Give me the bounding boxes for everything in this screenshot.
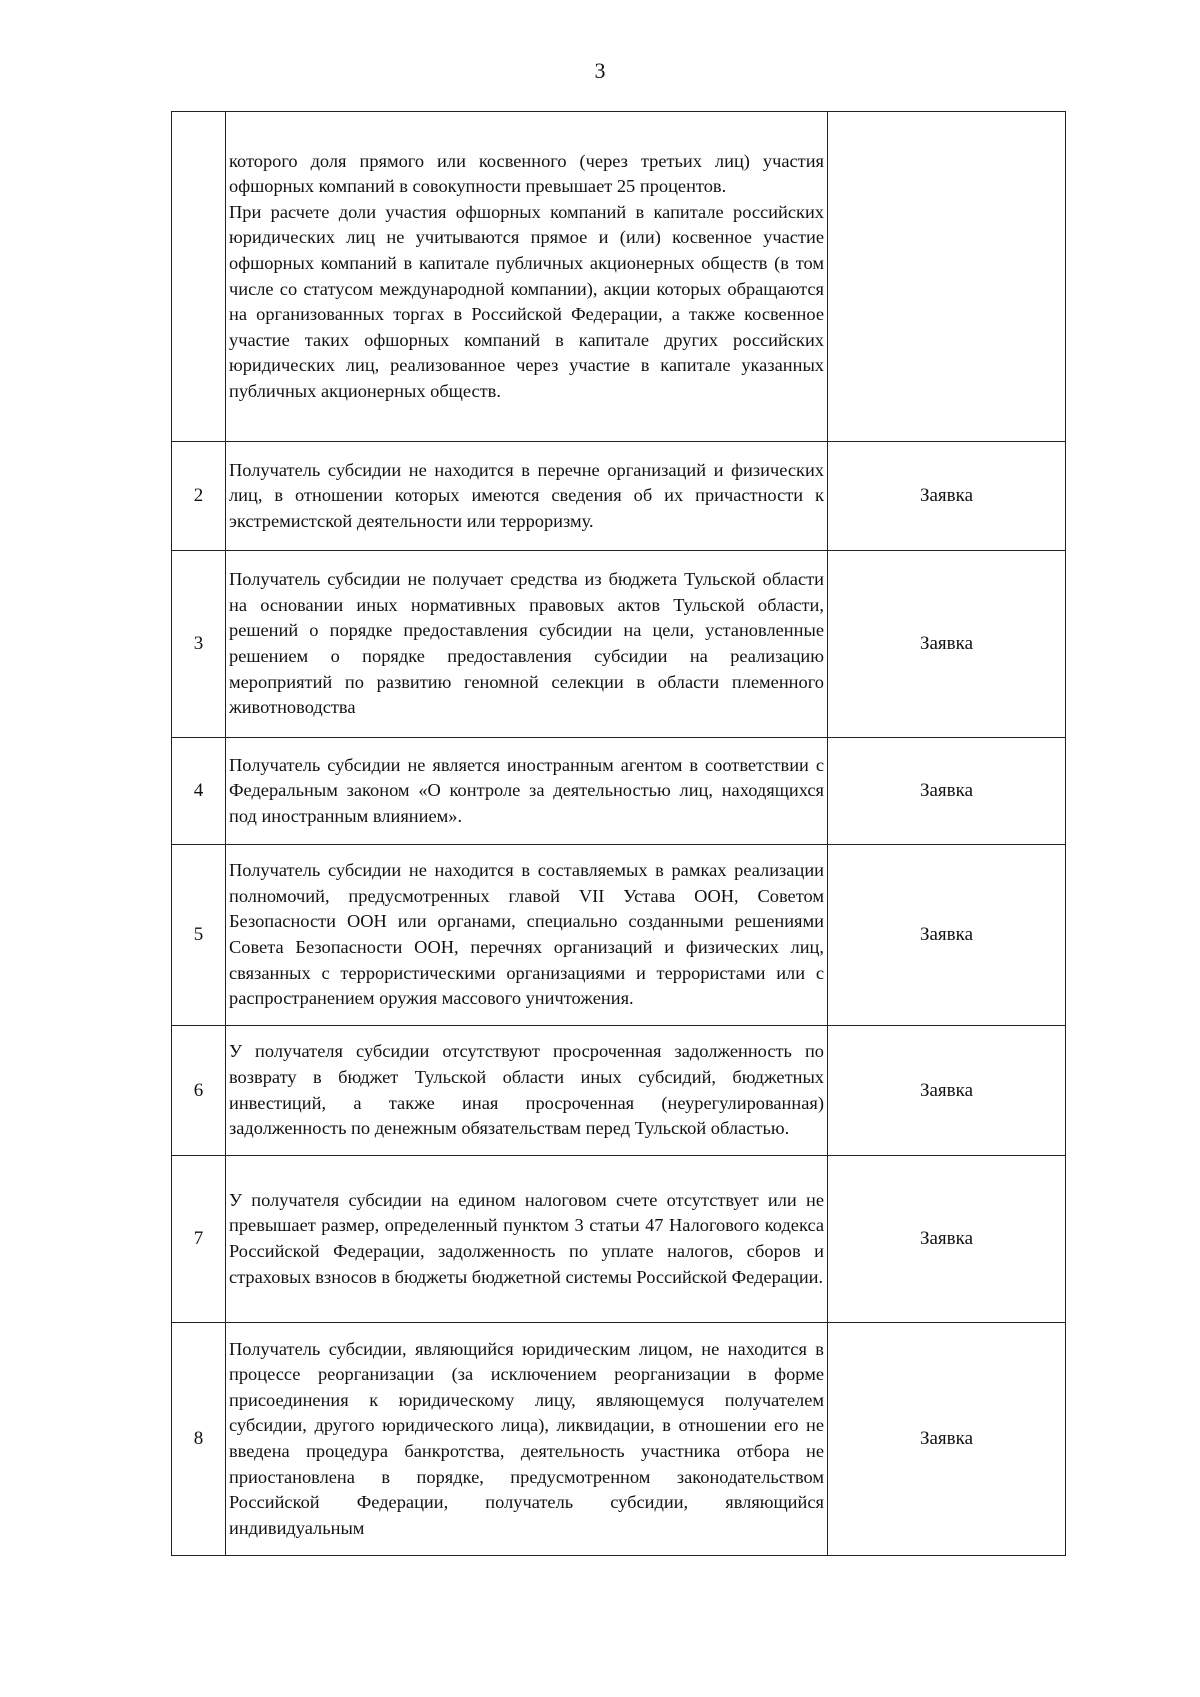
- row-number: 4: [172, 738, 226, 845]
- row-number: 6: [172, 1026, 226, 1156]
- requirement-text: [226, 1323, 828, 1556]
- row-number: 5: [172, 845, 226, 1026]
- table-row: [172, 845, 1066, 1026]
- document-cell: Заявка: [828, 1156, 1066, 1323]
- table-row: [172, 1323, 1066, 1556]
- row-number: 2: [172, 442, 226, 551]
- document-cell: Заявка: [828, 1323, 1066, 1556]
- table-row: [172, 551, 1066, 738]
- requirement-paragraph: Получатель субсидии не находится в перечне организаций и физических лиц, в отношении которых имеются сведения об их причастности к экстремистской деятельности или терроризму.: [229, 459, 824, 531]
- requirement-text: [226, 551, 828, 738]
- requirement-text: [226, 738, 828, 845]
- table-row: [172, 1156, 1066, 1323]
- requirement-text: [226, 442, 828, 551]
- document-cell: Заявка: [828, 1026, 1066, 1156]
- row-number: 8: [172, 1323, 226, 1556]
- document-cell: Заявка: [828, 845, 1066, 1026]
- row-number: [172, 112, 226, 442]
- table-row: [172, 112, 1066, 442]
- requirement-text: [226, 1026, 828, 1156]
- row-number: 3: [172, 551, 226, 738]
- requirement-paragraph: У получателя субсидии отсутствуют просроченная задолженность по возврату в бюджет Тульской области иных субсидий, бюджетных инвестиций, а также иная просроченная (неурегулированная) задолженность по денежным обязательствам перед Тульской областью.: [229, 1041, 824, 1139]
- requirement-paragraph: Получатель субсидии, являющийся юридическим лицом, не находится в процессе реорганизации (за исключением реорганизации в форме присоединения к юридическому лицу, являющемуся получателем субсидии, другого юридического лица), ликвидации, в отношении его не введена процедура банкротства, деятельность участника отбора не приостановлена в порядке, предусмотренном законодательством Российской Федерации, получатель субсидии, являющийся индивидуальным: [229, 1338, 824, 1538]
- requirement-paragraph: При расчете доли участия офшорных компаний в капитале российских юридических лиц не учитываются прямое и (или) косвенное участие офшорных компаний в капитале публичных акционерных обществ (в том числе со статусом международной компании), акции которых обращаются на организованных торгах в Российской Федерации, а также косвенное участие таких офшорных компаний в капитале других российских юридических лиц, реализованное через участие в капитале указанных публичных акционерных обществ.: [229, 201, 824, 401]
- document-cell: [828, 112, 1066, 442]
- requirement-paragraph: которого доля прямого или косвенного (через третьих лиц) участия офшорных компаний в совокупности превышает 25 процентов.: [229, 150, 824, 197]
- requirement-text: [226, 112, 828, 442]
- document-cell: Заявка: [828, 442, 1066, 551]
- requirement-paragraph: Получатель субсидии не находится в составляемых в рамках реализации полномочий, предусмотренных главой VII Устава ООН, Советом Безопасности ООН или органами, специально созданными решениями Совета Безопасности ООН, перечнях организаций и физических лиц, связанных с террористическими организациями и террористами или с распространением оружия массового уничтожения.: [229, 860, 824, 1009]
- requirement-paragraph: Получатель субсидии не получает средства из бюджета Тульской области на основании иных нормативных правовых актов Тульской области, решений о порядке предоставления субсидии на цели, установленные решением о порядке предоставления субсидии на реализацию мероприятий по развитию геномной селекции в области племенного животноводства: [229, 569, 824, 718]
- document-cell: Заявка: [828, 738, 1066, 845]
- requirement-text: [226, 845, 828, 1026]
- table-row: [172, 1026, 1066, 1156]
- requirement-paragraph: Получатель субсидии не является иностранным агентом в соответствии с Федеральным законом «О контроле за деятельностью лиц, находящихся под иностранным влиянием».: [229, 754, 824, 826]
- requirement-paragraph: У получателя субсидии на едином налоговом счете отсутствует или не превышает размер, определенный пунктом 3 статьи 47 Налогового кодекса Российской Федерации, задолженность по уплате налогов, сборов и страховых взносов в бюджеты бюджетной системы Российской Федерации.: [229, 1189, 824, 1287]
- requirement-text: [226, 1156, 828, 1323]
- row-number: 7: [172, 1156, 226, 1323]
- page-number: 3: [594, 58, 606, 83]
- table-row: [172, 738, 1066, 845]
- table-row: [172, 442, 1066, 551]
- requirements-table: [171, 111, 1066, 1556]
- document-cell: Заявка: [828, 551, 1066, 738]
